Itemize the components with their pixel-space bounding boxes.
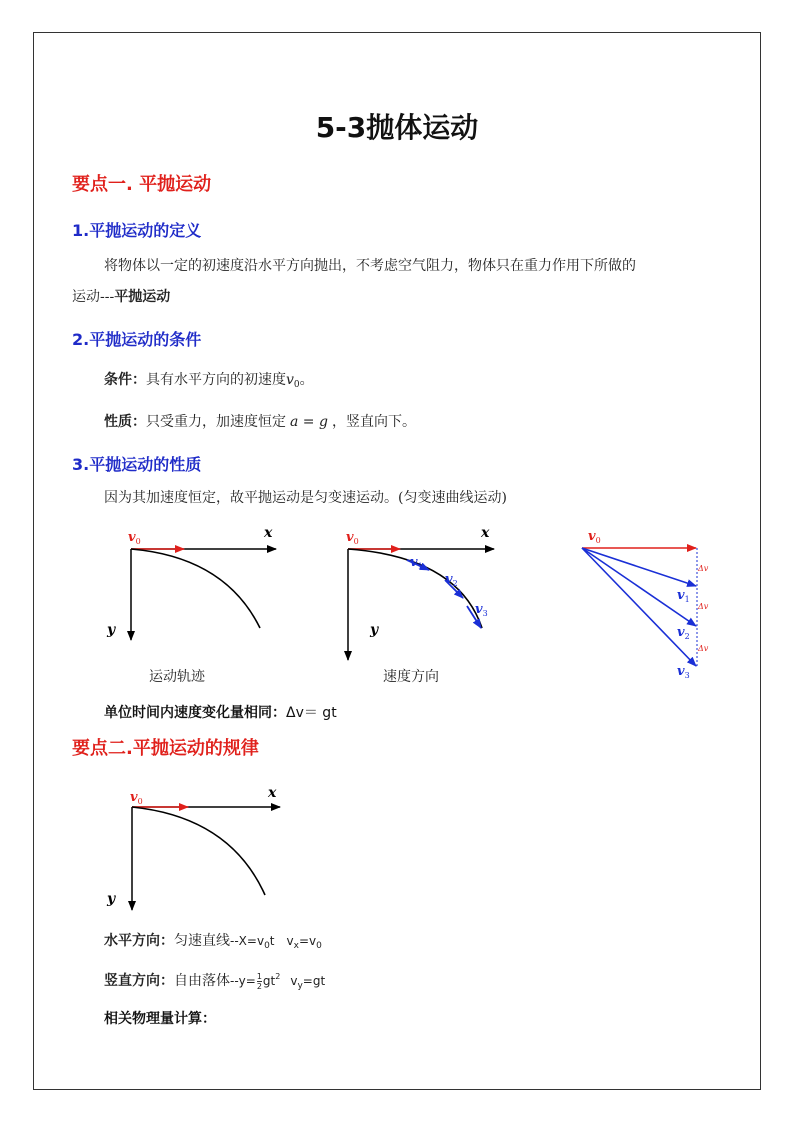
horizontal-formula-x: $X=v_0t$	[238, 934, 275, 951]
condition-var-sub: 0	[293, 380, 300, 390]
property-line	[104, 411, 416, 431]
condition-var: v	[286, 372, 294, 388]
delta-v-label-2: Δv	[698, 602, 709, 611]
delta-v-label-3: Δv	[698, 644, 709, 653]
y-label: y	[107, 891, 116, 907]
delta-v-label-1: Δv	[698, 564, 709, 573]
v1-label: $v_1$	[677, 588, 690, 604]
trajectory-caption: 运动轨迹	[149, 669, 205, 685]
summary-formula: Δv＝ gt	[286, 705, 337, 721]
property-formula: a = g	[290, 414, 328, 430]
x-label: x	[481, 525, 490, 541]
condition-end: 。	[299, 372, 314, 388]
v2-label: $v_2$	[445, 572, 458, 588]
summary-label: 单位时间内速度变化量相同：	[104, 705, 286, 721]
v3-label: $v_3$	[475, 602, 488, 618]
velocity-direction-caption: 速度方向	[383, 669, 439, 685]
condition-line	[104, 369, 314, 390]
calculation-label: 相关物理量计算：	[104, 1011, 216, 1027]
definition-term: 平抛运动	[114, 289, 171, 305]
vertical-formula-vy: $v_y=gt$	[290, 974, 326, 991]
vertical-label: 竖直方向：	[104, 973, 174, 989]
v2-vector	[582, 548, 696, 626]
horizontal-label: 水平方向：	[104, 933, 174, 949]
y-label: y	[370, 622, 379, 638]
section1-heading: 要点一. 平抛运动	[72, 174, 212, 195]
property-end: ，竖直向下。	[331, 414, 416, 430]
velocity-vector-figure	[575, 522, 725, 684]
x-label: x	[268, 785, 277, 801]
horizontal-text: 匀速直线	[174, 933, 230, 949]
v3-label: $v_3$	[677, 664, 690, 680]
rules-trajectory-figure	[100, 782, 295, 922]
trajectory-figure	[100, 522, 290, 662]
section2-heading: 要点二.平抛运动的规律	[72, 738, 259, 759]
vertical-formula-y: y= $\frac{1}{2}gt^2$	[238, 972, 281, 991]
v0-label: $v_0$	[346, 530, 359, 546]
v2-label: $v_2$	[677, 625, 690, 641]
vertical-text: 自由落体	[174, 973, 230, 989]
horizontal-line	[104, 930, 322, 951]
y-label: y	[107, 622, 116, 638]
trajectory-curve	[132, 807, 265, 895]
v0-label: $v_0$	[130, 790, 143, 806]
property-label: 性质：	[104, 414, 146, 430]
x-label: x	[264, 525, 273, 541]
nature-heading: 3.平抛运动的性质	[72, 455, 202, 474]
condition-text: 具有水平方向的初速度	[146, 372, 286, 388]
definition-text-prefix: 运动	[72, 289, 100, 305]
property-text: 只受重力，加速度恒定	[146, 414, 286, 430]
horizontal-dashes: --	[230, 934, 239, 948]
v1-label: $v_1$	[410, 555, 423, 571]
v3-vector	[582, 548, 696, 666]
condition-label: 条件：	[104, 372, 146, 388]
definition-text-line2	[72, 286, 170, 306]
definition-dashes: ---	[100, 289, 115, 305]
conditions-heading: 2.平抛运动的条件	[72, 330, 202, 349]
fraction-one-half: $\frac{1}{2}$	[256, 972, 262, 991]
v0-label: $v_0$	[128, 530, 141, 546]
velocity-direction-figure	[318, 522, 508, 662]
horizontal-formula-vx: $v_x=v_0$	[286, 934, 322, 951]
page-title: 5-3抛体运动	[315, 111, 479, 144]
v0-label: $v_0$	[588, 529, 601, 545]
v1-vector	[582, 548, 696, 586]
definition-text-line1: 将物体以一定的初速度沿水平方向抛出，不考虑空气阻力，物体只在重力作用下所做的	[104, 258, 636, 274]
summary-line	[104, 702, 337, 722]
trajectory-curve	[131, 549, 260, 628]
definition-heading: 1.平抛运动的定义	[72, 221, 202, 240]
nature-text: 因为其加速度恒定，故平抛运动是匀变速运动。(匀变速曲线运动)	[104, 490, 507, 506]
vertical-dashes: --	[230, 974, 239, 988]
vertical-line	[104, 970, 325, 991]
